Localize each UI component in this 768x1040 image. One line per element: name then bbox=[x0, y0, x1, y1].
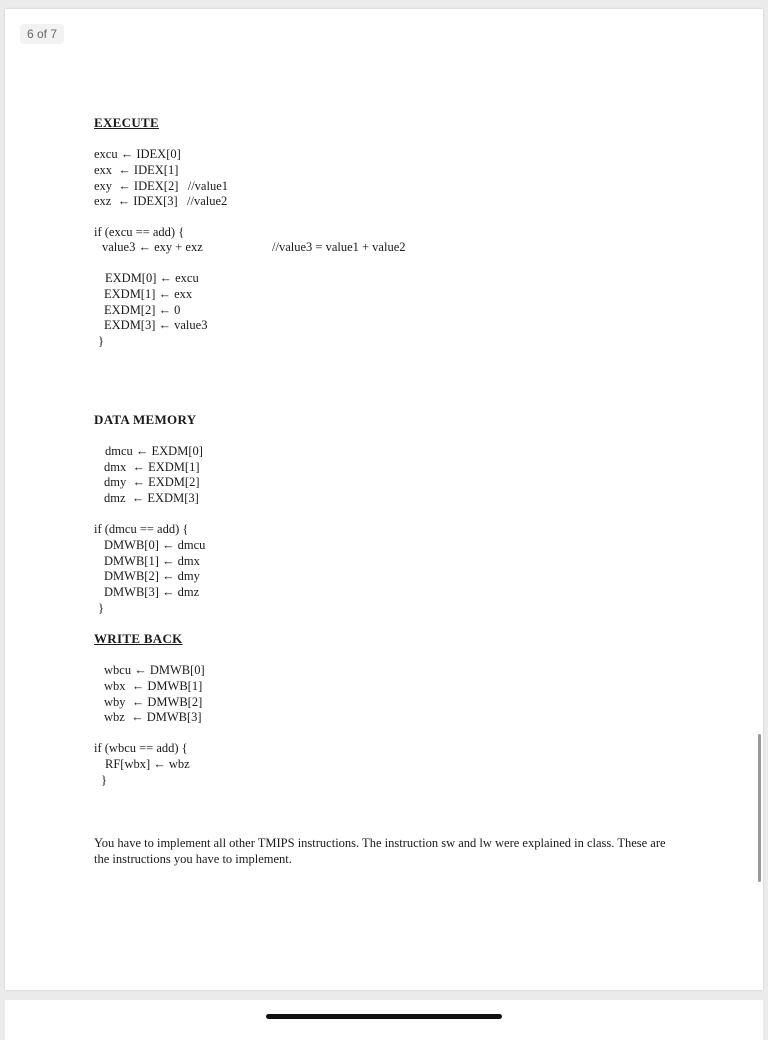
code-comment: //value3 = value1 + value2 bbox=[272, 240, 406, 254]
code-line: exx ← IDEX[1] bbox=[94, 163, 179, 177]
code-line: if (dmcu == add) { bbox=[94, 522, 189, 536]
code-line: EXDM[1] ← exx bbox=[104, 287, 193, 301]
code-line: exz ← IDEX[3] //value2 bbox=[94, 194, 228, 208]
code-line: EXDM[0] ← excu bbox=[105, 271, 199, 285]
code-line: value3 ← exy + exz bbox=[102, 240, 203, 254]
code-line: dmcu ← EXDM[0] bbox=[105, 444, 203, 458]
code-line: wbx ← DMWB[1] bbox=[104, 679, 203, 693]
instructions-paragraph: You have to implement all other TMIPS instructions. The instruction sw and lw were explained in class. These are the instructions you have to implement. bbox=[94, 836, 666, 866]
next-page-edge bbox=[5, 1000, 763, 1040]
code-line: DMWB[2] ← dmy bbox=[104, 569, 200, 583]
code-line: RF[wbx] ← wbz bbox=[105, 757, 190, 771]
write-back-heading: WRITE BACK bbox=[94, 631, 183, 646]
code-line: EXDM[3] ← value3 bbox=[104, 318, 208, 332]
code-brace: } bbox=[98, 601, 104, 615]
code-line: dmx ← EXDM[1] bbox=[104, 460, 200, 474]
code-line: wbcu ← DMWB[0] bbox=[104, 663, 205, 677]
code-line: excu ← IDEX[0] bbox=[94, 147, 181, 161]
code-line: wbz ← DMWB[3] bbox=[104, 710, 202, 724]
code-line: exy ← IDEX[2] //value1 bbox=[94, 179, 228, 193]
code-line: DMWB[1] ← dmx bbox=[104, 554, 200, 568]
code-line: if (excu == add) { bbox=[94, 225, 185, 239]
code-line: dmz ← EXDM[3] bbox=[104, 491, 199, 505]
document-page bbox=[5, 9, 763, 990]
code-line: DMWB[3] ← dmz bbox=[104, 585, 200, 599]
code-line: dmy ← EXDM[2] bbox=[104, 475, 200, 489]
code-brace: } bbox=[98, 334, 104, 348]
code-line: wby ← DMWB[2] bbox=[104, 695, 203, 709]
execute-heading: EXECUTE bbox=[94, 115, 159, 130]
home-indicator[interactable] bbox=[266, 1014, 502, 1019]
code-line: DMWB[0] ← dmcu bbox=[104, 538, 206, 552]
page-counter: 6 of 7 bbox=[20, 24, 64, 44]
code-line: if (wbcu == add) { bbox=[94, 741, 188, 755]
data-memory-heading: DATA MEMORY bbox=[94, 412, 197, 427]
scrollbar-thumb[interactable] bbox=[758, 734, 761, 882]
code-brace: } bbox=[101, 773, 107, 787]
code-line: EXDM[2] ← 0 bbox=[104, 303, 181, 317]
